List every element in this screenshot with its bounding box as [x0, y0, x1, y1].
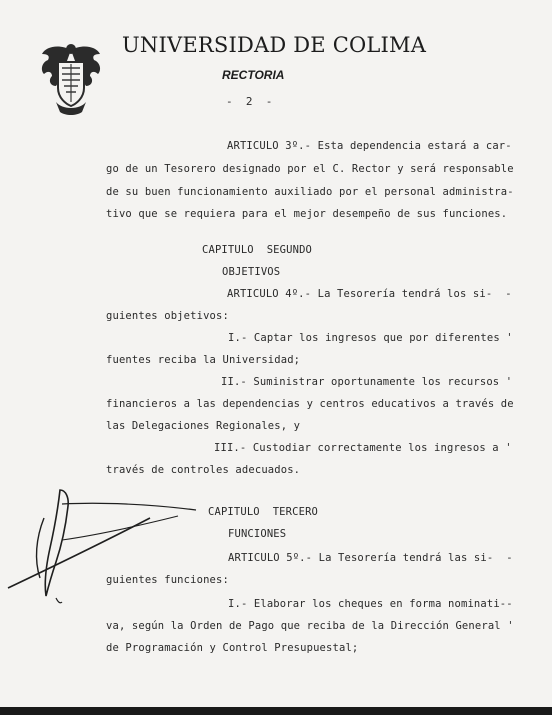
text-line: III.- Custodiar correctamente los ingresos a ' — [214, 442, 512, 454]
section-heading: FUNCIONES — [228, 528, 287, 540]
text-line: fuentes reciba la Universidad; — [106, 354, 301, 366]
text-line: de su buen funcionamiento auxiliado por el personal administra- — [106, 186, 514, 198]
page-number: - 2 - — [226, 95, 273, 108]
institution-title: UNIVERSIDAD DE COLIMA — [122, 33, 427, 57]
text-line: va, según la Orden de Pago que reciba de la Dirección General ' — [106, 620, 514, 632]
text-line: financieros a las dependencias y centros educativos a través de — [106, 398, 514, 410]
text-line: guientes funciones: — [106, 574, 229, 586]
text-line: II.- Suministrar oportunamente los recursos ' — [221, 376, 513, 388]
text-line: través de controles adecuados. — [106, 464, 301, 476]
chapter-heading: CAPITULO SEGUNDO — [202, 244, 313, 256]
text-line: ARTICULO 3º.- Esta dependencia estará a car- — [227, 140, 512, 152]
office-name: RECTORIA — [222, 68, 285, 82]
text-line: tivo que se requiera para el mejor desempeño de sus funciones. — [106, 208, 508, 220]
university-seal-icon — [38, 40, 104, 116]
text-line: ARTICULO 5º.- La Tesorería tendrá las si- - — [228, 552, 513, 564]
text-line: I.- Captar los ingresos que por diferentes ' — [228, 332, 513, 344]
text-line: las Delegaciones Regionales, y — [106, 420, 301, 432]
text-line: guientes objetivos: — [106, 310, 229, 322]
chapter-heading: CAPITULO TERCERO — [208, 506, 319, 518]
section-heading: OBJETIVOS — [222, 266, 281, 278]
text-line: I.- Elaborar los cheques en forma nominati-- — [228, 598, 513, 610]
handwritten-signature — [0, 478, 210, 618]
text-line: go de un Tesorero designado por el C. Rector y será responsable — [106, 163, 514, 175]
scan-bottom-edge — [0, 707, 552, 715]
text-line: de Programación y Control Presupuestal; — [106, 642, 359, 654]
text-line: ARTICULO 4º.- La Tesorería tendrá los si- - — [227, 288, 512, 300]
